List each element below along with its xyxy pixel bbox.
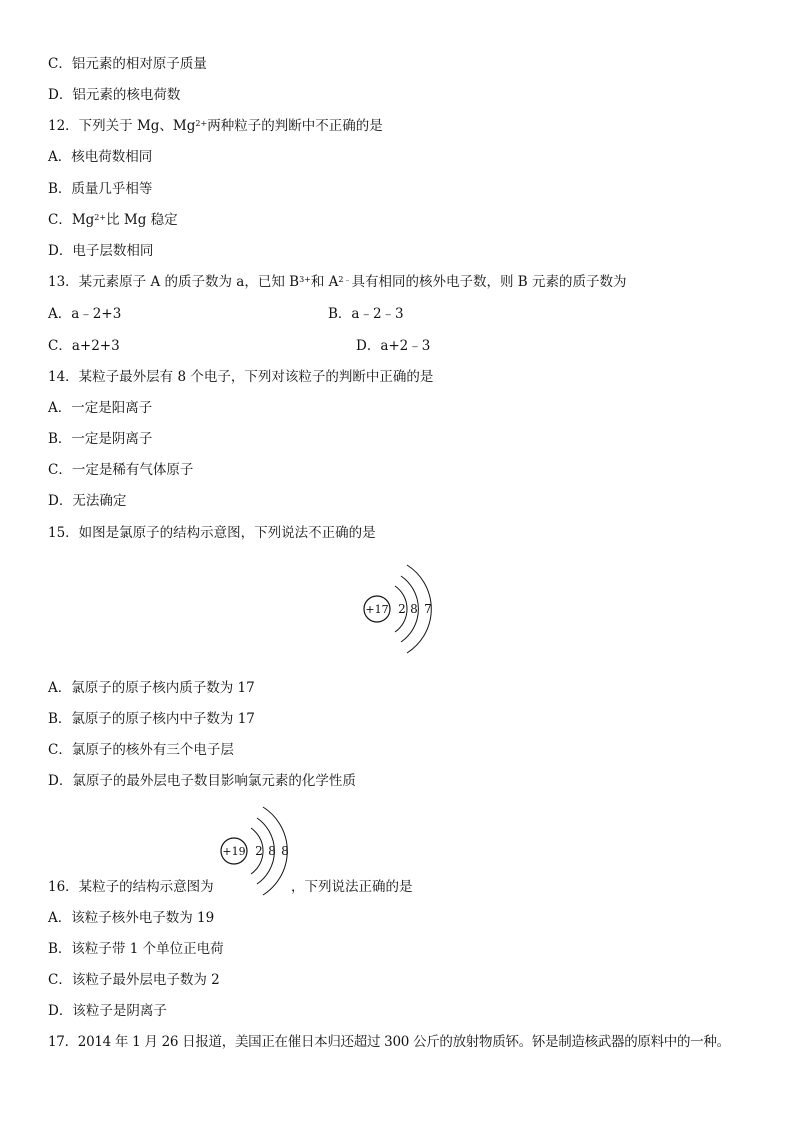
q12-stem-part1: 12．下列关于 Mg、Mg [48,118,196,134]
q12-option-c-part1: C．Mg [48,212,95,228]
q16-option-b: B．该粒子带 1 个单位正电荷 [48,941,224,957]
q15-stem: 15．如图是氯原子的结构示意图，下列说法不正确的是 [48,525,376,541]
q16-option-c: C．该粒子最外层电子数为 2 [48,972,220,988]
q12-option-d: D．电子层数相同 [48,243,154,259]
q14-option-b: B．一定是阴离子 [48,431,153,447]
q13-stem-part2: 和 A [310,274,339,290]
q17-stem: 17．2014 年 1 月 26 日报道，美国正在催日本归还超过 300 公斤的放射物质钚。钚是制造核武器的原料中的一种。 [48,1034,730,1050]
shell-3-electrons: 7 [424,602,432,616]
q12-stem [48,117,383,135]
q11-option-c: C．铝元素的相对原子质量 [48,56,207,72]
q12-option-c-part2: 比 Mg 稳定 [106,212,178,228]
q12-option-a: A．核电荷数相同 [48,149,153,165]
q13-stem-part1: 13．某元素原子 A 的质子数为 a，已知 B [48,274,300,290]
q12-option-c [48,211,178,229]
q11-option-d: D．铝元素的核电荷数 [48,87,181,103]
nucleus-charge: +19 [222,845,246,858]
q14-option-d: D．无法确定 [48,493,127,509]
q15-option-b: B．氯原子的原子核内中子数为 17 [48,711,255,727]
q13-option-b: B．a﹣2﹣3 [328,306,404,322]
shell-1-electrons: 2 [398,602,406,616]
shell-2-electrons: 8 [268,844,276,858]
q13-stem [48,273,627,291]
q12-option-b: B．质量几乎相等 [48,181,153,197]
chlorine-atom-diagram [356,560,446,656]
q15-option-a: A．氯原子的原子核内质子数为 17 [48,680,255,696]
q13-stem-charge-b: 3+ [299,275,311,284]
q15-option-d: D．氯原子的最外层电子数目影响氯元素的化学性质 [48,773,356,789]
q14-option-c: C．一定是稀有气体原子 [48,462,194,478]
shell-1-electrons: 2 [255,844,263,858]
chlorine-atom-svg [356,560,446,656]
nucleus-charge: +17 [365,603,389,616]
q13-stem-part3: 具有相同的核外电子数，则 B 元素的质子数为 [351,274,627,290]
q12-option-c-charge: 2+ [94,213,107,222]
shell-3-electrons: 8 [281,844,289,858]
q16-option-a: A．该粒子核外电子数为 19 [48,910,215,926]
q13-option-a: A．a﹣2+3 [48,306,122,322]
q13-stem-charge-a: 2﹣ [338,275,352,284]
potassium-ion-svg [212,803,302,897]
q16-stem-part1: 16．某粒子的结构示意图为 [48,879,214,895]
q13-option-c: C．a+2+3 [48,338,120,354]
q16-option-d: D．该粒子是阴离子 [48,1003,167,1019]
q12-stem-part2: 两种粒子的判断中不正确的是 [207,118,383,134]
shell-2-electrons: 8 [410,602,418,616]
q14-stem: 14．某粒子最外层有 8 个电子，下列对该粒子的判断中正确的是 [48,369,434,385]
q13-option-d: D．a+2﹣3 [356,338,431,354]
q14-option-a: A．一定是阳离子 [48,400,153,416]
q15-option-c: C．氯原子的核外有三个电子层 [48,742,234,758]
q16-stem-part2: ，下列说法正确的是 [291,879,413,895]
potassium-ion-diagram [212,803,302,897]
q12-stem-charge: 2+ [195,119,208,128]
